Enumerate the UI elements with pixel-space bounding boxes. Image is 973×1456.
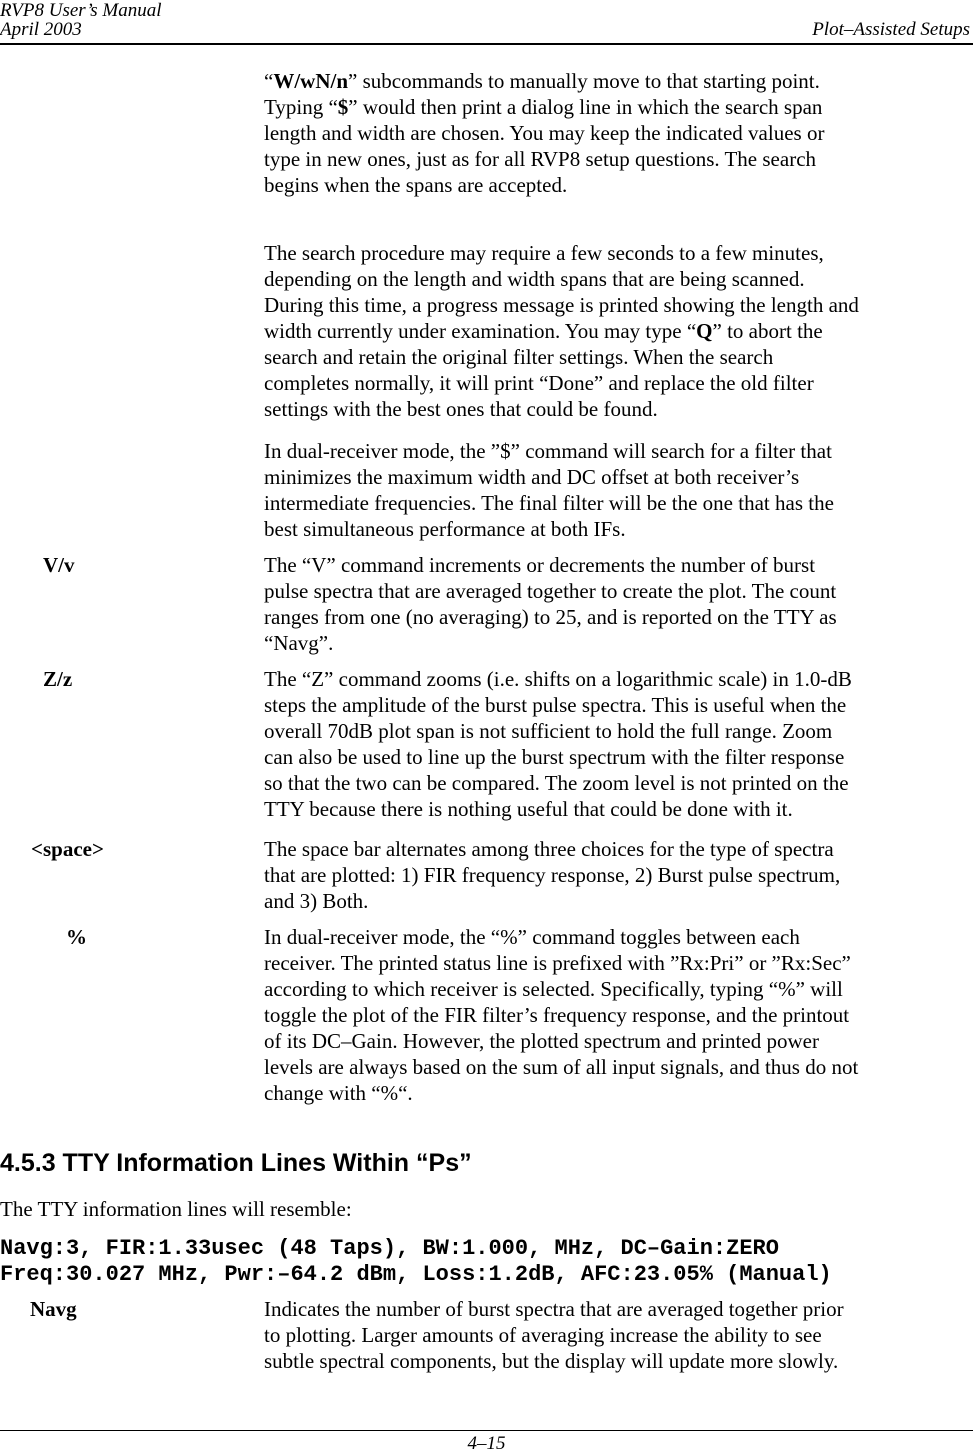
desc-line: receiver. The printed status line is prefixed with ”Rx:Pri” or ”Rx:Sec” [264,951,851,975]
paragraph-line [264,370,973,396]
desc-line: ranges from one (no averaging) to 25, and is reported on the TTY as [264,605,837,629]
command-term-z: Z/z [43,667,73,691]
command-desc-z [264,666,973,822]
paragraph-dual-receiver [264,438,973,542]
desc-line: In dual-receiver mode, the “%” command toggles between each [264,925,800,949]
info-term-navg: Navg [30,1297,77,1321]
command-desc-percent [264,924,973,1106]
desc-line: and 3) Both. [264,889,369,913]
paragraph-search-procedure [264,240,973,422]
desc-line: so that the two can be compared. The zoom level is not printed on the [264,771,849,795]
section-heading: 4.5.3 TTY Information Lines Within “Ps” [0,1149,472,1177]
command-term-v: V/v [43,553,75,577]
paragraph-line [264,438,973,464]
desc-line: The “Z” command zooms (i.e. shifts on a logarithmic scale) in 1.0-dB [264,667,852,691]
text-run: completes normally, it will print “Done” and replace the old filter [264,371,814,395]
text-run: begins when the spans are accepted. [264,173,568,197]
bold-command-text: W/wN/n [273,69,349,93]
desc-line: that are plotted: 1) FIR frequency response, 2) Burst pulse spectrum, [264,863,841,887]
text-run: ” subcommands to manually move to that starting point. [348,69,820,93]
desc-line: pulse spectra that are averaged together to create the plot. The count [264,579,837,603]
desc-line: subtle spectral components, but the display will update more slowly. [264,1349,839,1373]
text-run: ” to abort the [712,319,823,343]
desc-line: change with “%“. [264,1081,413,1105]
desc-line: The space bar alternates among three choices for the type of spectra [264,837,834,861]
paragraph-search-start [264,68,973,198]
paragraph-line [264,464,973,490]
text-run: best simultaneous performance at both IFs. [264,517,626,541]
page-number: 4–15 [467,1433,506,1454]
command-desc-v [264,552,973,656]
desc-line: Indicates the number of burst spectra that are averaged together prior [264,1297,844,1321]
text-run: Typing “ [264,95,338,119]
info-desc-navg [264,1296,973,1374]
desc-line: toggle the plot of the FIR filter’s frequency response, and the printout [264,1003,850,1027]
desc-line: The “V” command increments or decrements the number of burst [264,553,816,577]
code-line: Navg:3, FIR:1.33usec (48 Taps), BW:1.000, MHz, DC–Gain:ZERO [0,1236,779,1261]
header-manual-title: RVP8 User’s Manual [0,0,162,21]
desc-line: “Navg”. [264,631,334,655]
paragraph-line [264,146,973,172]
text-run: minimizes the maximum width and DC offset at both receiver’s [264,465,800,489]
paragraph-line [264,240,973,266]
text-run: search and retain the original filter settings. When the search [264,345,774,369]
desc-line: of its DC–Gain. However, the plotted spectrum and printed power [264,1029,819,1053]
command-term-space: <space> [31,837,104,861]
header-date: April 2003 [0,19,82,40]
footer-rule [0,1430,973,1431]
paragraph-line [264,94,973,120]
text-run: width currently under examination. You may type “ [264,319,697,343]
paragraph-line [264,318,973,344]
paragraph-line [264,516,973,542]
text-run: During this time, a progress message is printed showing the length and [264,293,859,317]
paragraph-line [264,344,973,370]
paragraph-line [264,266,973,292]
text-run: In dual-receiver mode, the ”$” command will search for a filter that [264,439,832,463]
text-run: ” would then print a dialog line in which the search span [348,95,823,119]
desc-line: steps the amplitude of the burst pulse spectra. This is useful when the [264,693,847,717]
paragraph-line [264,396,973,422]
desc-line: levels are always based on the sum of all input signals, and thus do not [264,1055,859,1079]
desc-line: overall 70dB plot span is not sufficient to hold the full range. Zoom [264,719,833,743]
desc-line: can also be used to line up the burst spectrum with the filter response [264,745,845,769]
section-intro: The TTY information lines will resemble: [0,1197,352,1221]
paragraph-line [264,490,973,516]
paragraph-line [264,120,973,146]
desc-line: to plotting. Larger amounts of averaging increase the ability to see [264,1323,822,1347]
header-rule [0,43,973,45]
paragraph-line [264,172,973,198]
paragraph-line [264,292,973,318]
text-run: length and width are chosen. You may keep the indicated values or [264,121,825,145]
command-desc-space [264,836,973,914]
text-run: depending on the length and width spans that are being scanned. [264,267,805,291]
bold-command-text: Q [696,319,713,343]
header-chapter-title: Plot–Assisted Setups [812,19,970,40]
desc-line: according to which receiver is selected. Specifically, typing “%” will [264,977,843,1001]
desc-line: TTY because there is nothing useful that could be done with it. [264,797,793,821]
text-run: The search procedure may require a few seconds to a few minutes, [264,241,824,265]
text-run: type in new ones, just as for all RVP8 setup questions. The search [264,147,817,171]
code-line: Freq:30.027 MHz, Pwr:–64.2 dBm, Loss:1.2dB, AFC:23.05% (Manual) [0,1262,832,1287]
text-run: “ [264,69,274,93]
command-term-percent: % [66,925,87,949]
text-run: intermediate frequencies. The final filter will be the one that has the [264,491,834,515]
text-run: settings with the best ones that could be found. [264,397,658,421]
bold-command-text: $ [337,95,349,119]
paragraph-line [264,68,973,94]
